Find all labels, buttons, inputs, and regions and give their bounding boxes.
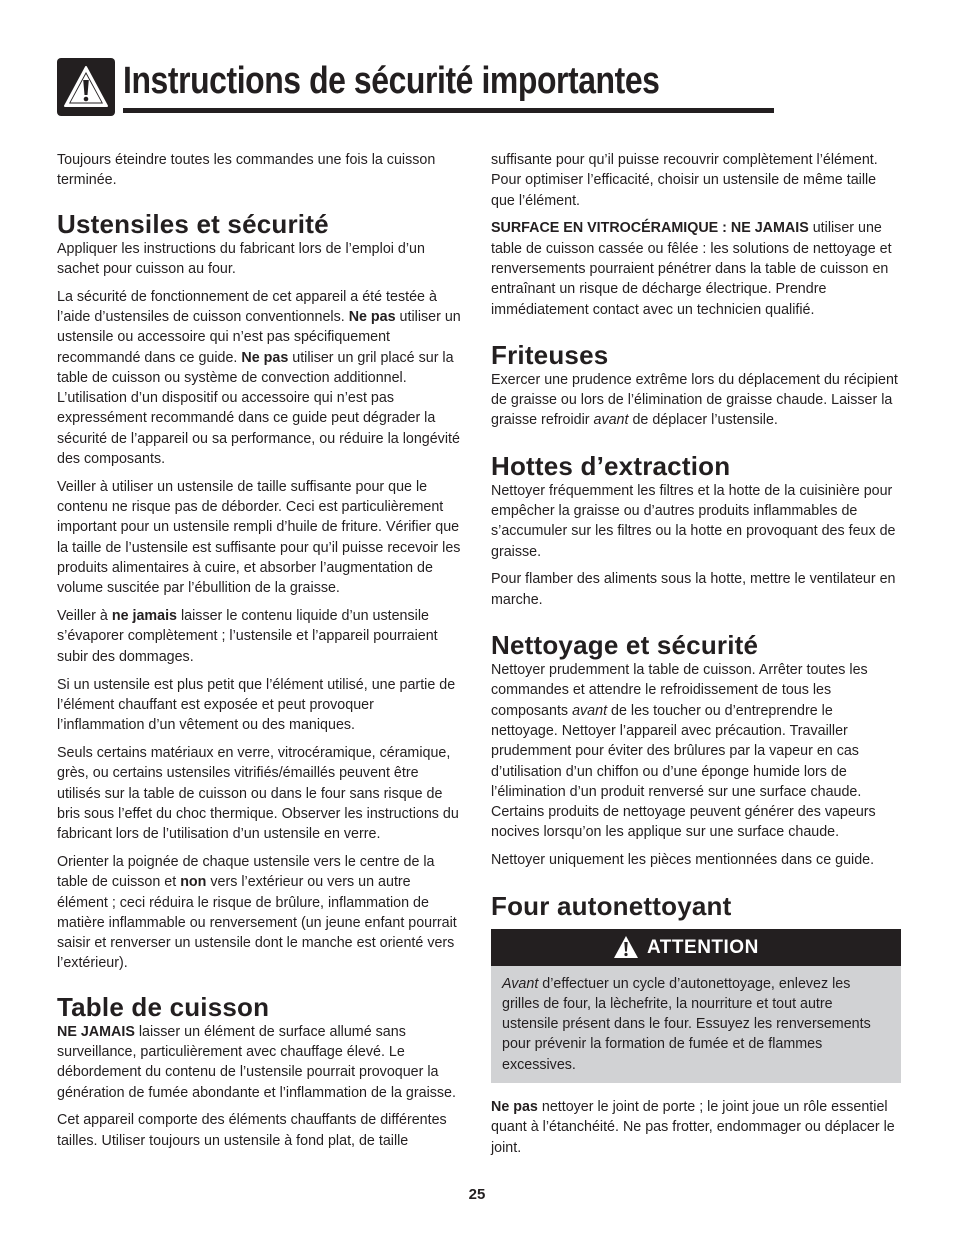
section-heading-four: Four autonettoyant bbox=[491, 890, 732, 921]
paragraph: Appliquer les instructions du fabricant lors de l’emploi d’un sachet pour cuisson au four. bbox=[57, 240, 425, 277]
paragraph: Nettoyer fréquemment les filtres et la hotte de la cuisinière pour empêcher la graisse ou d’autres produits inflammables de s’accumuler sur les filtres ou la hotte en provoquant des feux de graisse. bbox=[491, 482, 896, 560]
intro-paragraph: Toujours éteindre toutes les commandes une fois la cuisson terminée. bbox=[57, 152, 436, 189]
warning-triangle-icon bbox=[613, 935, 639, 959]
attention-banner bbox=[491, 929, 901, 966]
paragraph: Orienter la poignée de chaque ustensile vers le centre de la table de cuisson et non vers l’extérieur ou vers un autre élément ; ceci réduira le risque de brûlure, inflammation de matière inflammable ou renversement (un jeune enfant pourrait saisir et renverser un ustensile dont le manche est orienté vers l’extérieur). bbox=[57, 853, 457, 972]
paragraph: Veiller à ne jamais laisser le contenu liquide d’un ustensile s’évaporer complètement ; l’ustensile et l’appareil pourraient subir des dommages. bbox=[57, 608, 438, 665]
page-number: 25 bbox=[468, 1186, 486, 1203]
attention-text: Avant d’effectuer un cycle d’autonettoyage, enlevez les grilles de four, la lèchefrite, la nourriture et tout autre ustensile présent dans le four. Essuyez les renversements pour prévenir la formation de fumée et de flammes excessives. bbox=[502, 975, 871, 1073]
section-heading-table: Table de cuisson bbox=[57, 991, 270, 1022]
paragraph: Nettoyer uniquement les pièces mentionnées dans ce guide. bbox=[491, 852, 875, 869]
left-column bbox=[57, 150, 463, 1158]
paragraph: NE JAMAIS laisser un élément de surface allumé sans surveillance, particulièrement avec chauffage élevé. Le débordement du contenu de l’ustensile pourrait provoquer la génération de fumée abondante et l’inflammation de la graisse. bbox=[57, 1023, 456, 1101]
title-underline bbox=[123, 108, 774, 113]
attention-label: ATTENTION bbox=[647, 936, 759, 958]
paragraph: Seuls certains matériaux en verre, vitrocéramique, céramique, grès, ou certains ustensiles vitrifiés/émaillés peuvent être utilisés sur la table de cuisson ou dans le four sans risque de bris sous l’effet du choc thermique. Observer les instructions du fabricant lors de l’utilisation d’un ustensile en verre. bbox=[57, 744, 459, 843]
paragraph: Pour flamber des aliments sous la hotte, mettre le ventilateur en marche. bbox=[491, 571, 896, 608]
paragraph: Si un ustensile est plus petit que l’élément utilisé, une partie de l’élément chauffant est exposée et peut provoquer l’inflammation d’un vêtement ou des maniques. bbox=[57, 676, 456, 734]
page-header bbox=[57, 58, 717, 116]
section-heading-hottes: Hottes d’extraction bbox=[491, 450, 731, 481]
paragraph: Veiller à utiliser un ustensile de taille suffisante pour que le contenu ne risque pas de déborder. Ceci est particulièrement important pour un ustensile rempli d’huile de friture. Vérifier que la taille de l’ustensile est suffisante pour qu’il puisse recevoir les produits alimentaires à cuire, et absorber l’augmentation de volume suscitée par l’ébullition de la graisse. bbox=[57, 478, 461, 597]
attention-box bbox=[491, 966, 901, 1083]
paragraph: Nettoyer prudemment la table de cuisson. Arrêter toutes les commandes et attendre le refroidissement de tous les composants avant de les toucher ou d’entreprendre le nettoyage. Nettoyer l’appareil avec précaution. Travailler prudemment pour éviter des brûlures par la vapeur en cas d’utilisation d’un chiffon ou d’une éponge humide lors de l’élimination d’un produit renversé sur une surface chaude. Certains produits de nettoyage peuvent générer des vapeurs nocives lorsqu’on les applique sur une surface chaude. bbox=[491, 662, 876, 841]
warning-triangle-icon bbox=[57, 58, 115, 116]
page-title: Instructions de sécurité importantes bbox=[123, 60, 660, 102]
section-heading-ustensiles: Ustensiles et sécurité bbox=[57, 208, 329, 239]
paragraph: suffisante pour qu’il puisse recouvrir complètement l’élément. Pour optimiser l’efficacité, choisir un ustensile de même taille que l’élément. bbox=[491, 152, 878, 209]
paragraph: SURFACE EN VITROCÉRAMIQUE : NE JAMAIS utiliser une table de cuisson cassée ou fêlée : les solutions de nettoyage et renversements pourraient pénétrer dans la table de cuisson en entraînant un risque de décharge électrique. Prendre immédiatement contact avec un technicien qualifié. bbox=[491, 220, 892, 318]
paragraph: Ne pas nettoyer le joint de porte ; le joint joue un rôle essentiel quant à l’étanchéité. Ne pas frotter, endommager ou déplacer le joint. bbox=[491, 1099, 895, 1156]
section-heading-nettoyage: Nettoyage et sécurité bbox=[491, 630, 759, 661]
paragraph: Exercer une prudence extrême lors du déplacement du récipient de graisse ou lors de l’élimination de graisse chaude. Laisser la graisse refroidir avant de déplacer l’ustensile. bbox=[491, 371, 898, 429]
section-heading-friteuses: Friteuses bbox=[491, 339, 609, 370]
paragraph: Cet appareil comporte des éléments chauffants de différentes tailles. Utiliser toujours un ustensile à fond plat, de taille bbox=[57, 1112, 447, 1149]
right-column bbox=[491, 150, 901, 1165]
paragraph: La sécurité de fonctionnement de cet appareil a été testée à l’aide d’ustensiles de cuisson conventionnels. Ne pas utiliser un ustensile ou accessoire qui n’est pas spécifiquement recommandé dans ce guide. Ne pas utiliser un gril placé sur la table de cuisson ou système de convection additionnel. L’utilisation d’un dispositif ou accessoire qui n’est pas expressément recommandé dans ce guide peut dégrader la sécurité de l’appareil ou sa performance, ou réduire la longévité des composants. bbox=[57, 288, 461, 468]
